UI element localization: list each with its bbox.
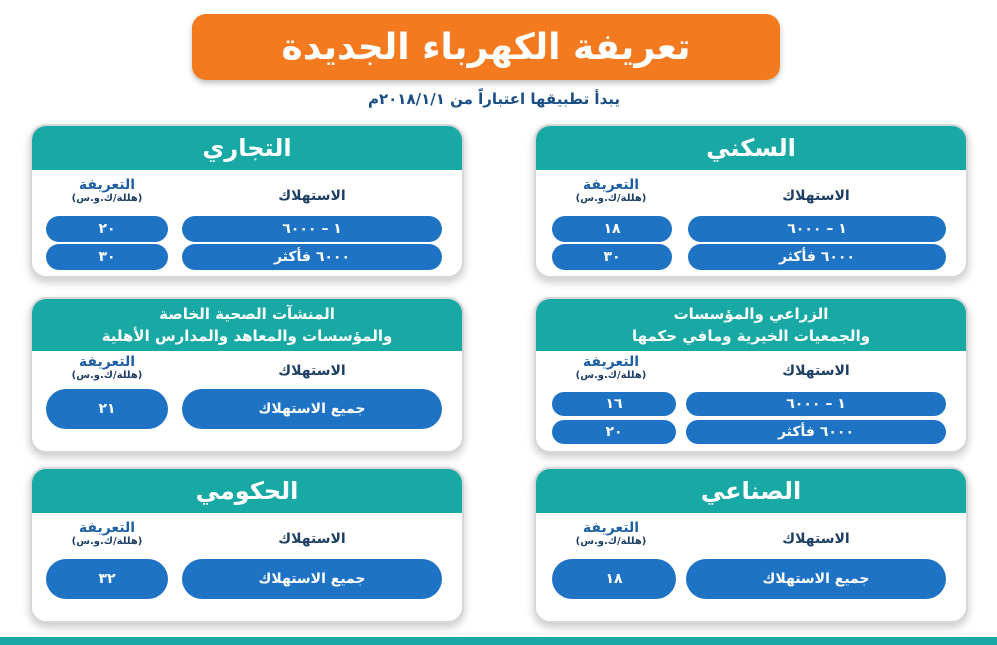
card-health-education-title [32,299,462,351]
tariff-label [546,521,676,548]
card-industrial-title: الصناعي [536,469,966,513]
tariff-label [42,178,172,205]
card-residential-title: السكني [536,126,966,170]
tariff-unit: (هللة/ك.و.س) [575,370,647,381]
card-government [30,467,464,623]
consumption-range-pill: ١ – ٦٠٠٠ [182,216,442,242]
tariff-unit: (هللة/ك.و.س) [71,370,143,381]
consumption-range-pill: ٦٠٠٠ فأكثر [686,420,946,444]
consumption-label: الاستهلاك [278,188,346,204]
tariff-label-text: التعريفة [78,177,136,193]
page-title: تعريفة الكهرباء الجديدة [192,14,780,80]
effective-date-subtitle: يبدأ تطبيقها اعتباراً من ٢٠١٨/١/١م [368,90,620,108]
tariff-label [546,178,676,205]
tariff-value-pill: ١٨ [552,559,676,599]
consumption-range-pill: جميع الاستهلاك [182,389,442,429]
consumption-label: الاستهلاك [782,531,850,547]
tariff-value-pill: ٣٢ [46,559,168,599]
tariff-label [546,355,676,382]
card-residential [534,124,968,278]
consumption-label: الاستهلاك [782,188,850,204]
consumption-range-pill: ٦٠٠٠ فأكثر [182,244,442,270]
tariff-value-pill: ١٨ [552,216,672,242]
tariff-label-text: التعريفة [582,354,640,370]
consumption-label: الاستهلاك [782,363,850,379]
card-agricultural-title-line2: والجمعيات الخيرية ومافي حكمها [631,327,871,345]
tariff-label [42,521,172,548]
tariff-label [42,355,172,382]
bottom-accent-bar [0,637,997,645]
card-health-education-title-line2: والمؤسسات والمعاهد والمدارس الأهلية [101,327,393,345]
tariff-unit: (هللة/ك.و.س) [575,193,647,204]
tariff-value-pill: ١٦ [552,392,676,416]
tariff-unit: (هللة/ك.و.س) [71,536,143,547]
tariff-value-pill: ٢١ [46,389,168,429]
tariff-label-text: التعريفة [582,177,640,193]
consumption-range-pill: جميع الاستهلاك [686,559,946,599]
card-commercial-title: التجاري [32,126,462,170]
tariff-value-pill: ٣٠ [46,244,168,270]
card-commercial [30,124,464,278]
card-health-education-title-line1: المنشآت الصحية الخاصة [159,305,335,323]
card-agricultural-title-line1: الزراعي والمؤسسات [673,305,829,323]
consumption-range-pill: جميع الاستهلاك [182,559,442,599]
card-agricultural [534,297,968,453]
consumption-label: الاستهلاك [278,363,346,379]
tariff-unit: (هللة/ك.و.س) [71,193,143,204]
tariff-label-text: التعريفة [78,520,136,536]
tariff-unit: (هللة/ك.و.س) [575,536,647,547]
consumption-range-pill: ١ – ٦٠٠٠ [688,216,946,242]
tariff-label-text: التعريفة [78,354,136,370]
card-government-title: الحكومي [32,469,462,513]
tariff-value-pill: ٢٠ [46,216,168,242]
card-agricultural-title [536,299,966,351]
tariff-label-text: التعريفة [582,520,640,536]
consumption-range-pill: ١ – ٦٠٠٠ [686,392,946,416]
card-industrial [534,467,968,623]
card-health-education [30,297,464,453]
tariff-value-pill: ٣٠ [552,244,672,270]
tariff-value-pill: ٢٠ [552,420,676,444]
consumption-label: الاستهلاك [278,531,346,547]
consumption-range-pill: ٦٠٠٠ فأكثر [688,244,946,270]
